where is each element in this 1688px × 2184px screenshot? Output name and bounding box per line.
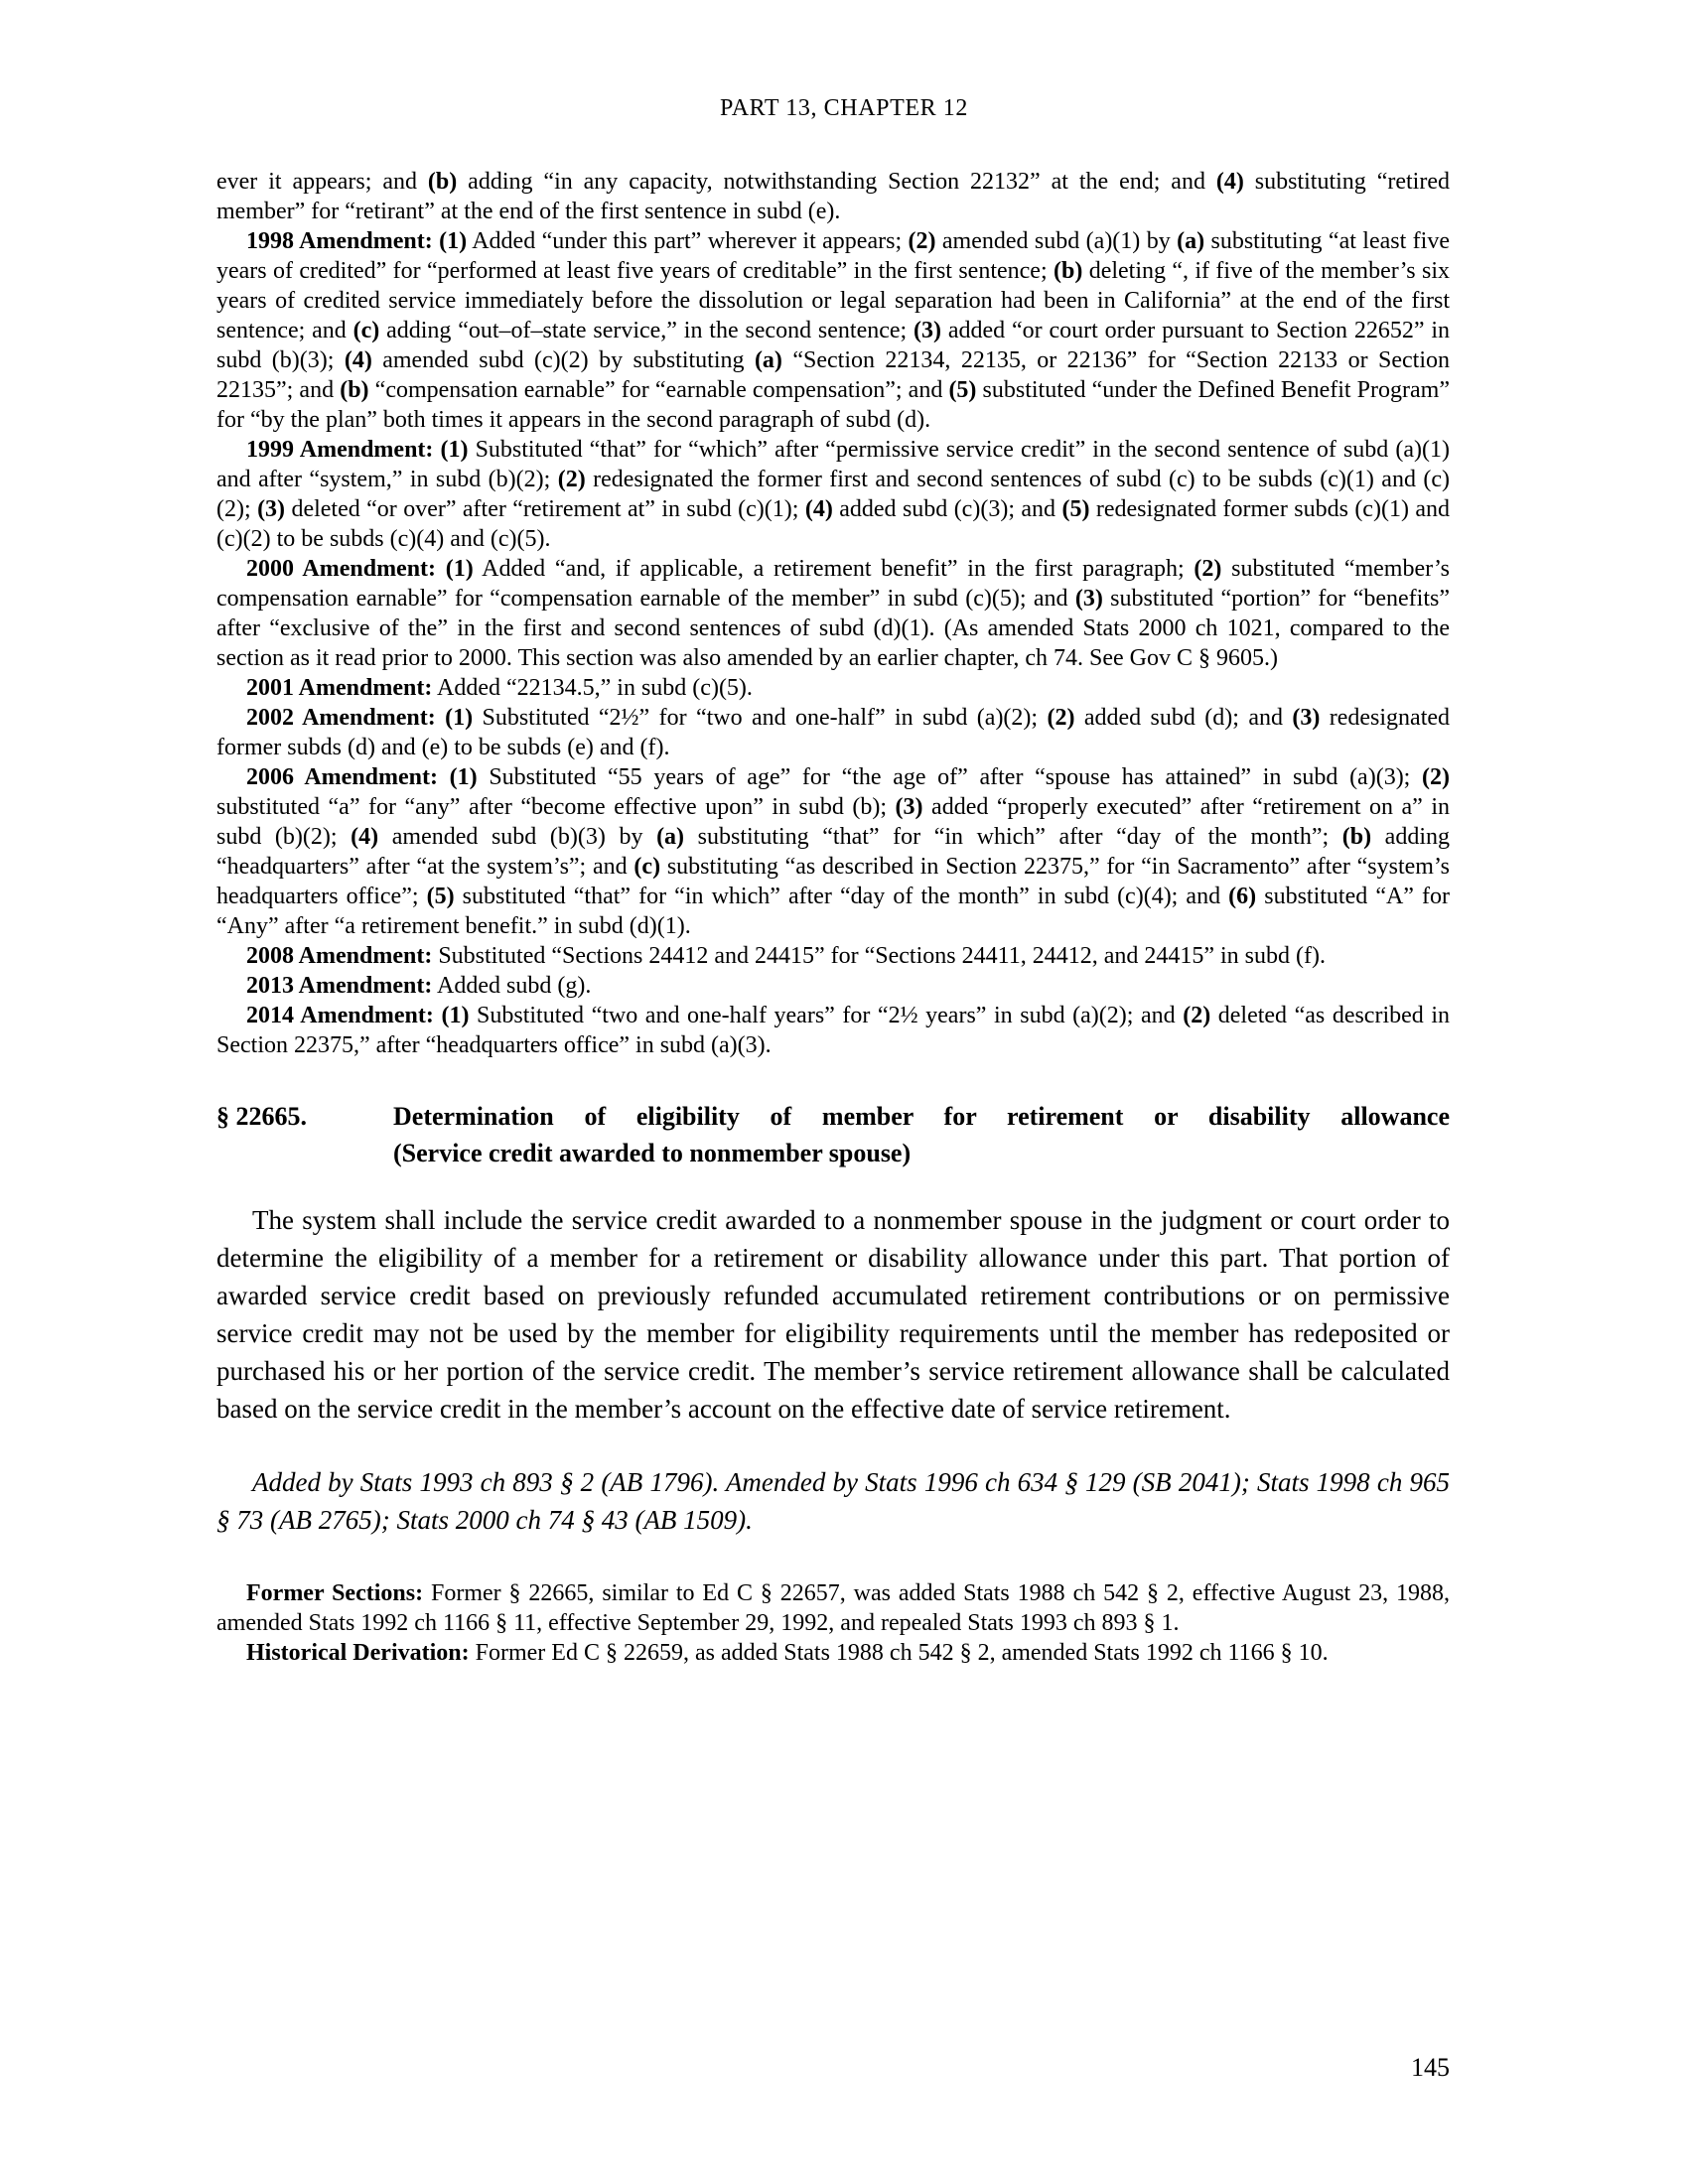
- amendment-1998: [216, 226, 1450, 435]
- text-segment: 2013 Amendment:: [246, 973, 433, 999]
- amendment-2008: [216, 941, 1450, 971]
- text-segment: (3): [914, 318, 942, 343]
- text-segment: adding “in any capacity, notwithstanding Section 22132” at the end; and: [457, 169, 1216, 195]
- text-segment: (2): [1183, 1003, 1211, 1028]
- amendment-2001: [216, 673, 1450, 703]
- former-sections-notes: [216, 1578, 1450, 1668]
- text-segment: (b): [427, 169, 458, 195]
- text-segment: Former Ed C § 22659, as added Stats 1988 ch 542 § 2, amended Stats 1992 ch 1166 § 10.: [469, 1640, 1329, 1666]
- text-segment: (2): [1422, 764, 1451, 790]
- text-segment: Added “22134.5,” in subd (c)(5).: [432, 675, 753, 701]
- text-segment: (3): [1074, 586, 1103, 612]
- text-segment: deleted “as described in Section 22375,” after “headquarters office” in subd (a)(3).: [216, 1003, 1451, 1058]
- amendment-2000: [216, 554, 1450, 673]
- text-segment: Substituted “that” for “which” after “permissive service credit” in the second sentence of subd (a)(1) and after “system,” in subd (b)(2);: [216, 437, 1451, 492]
- text-segment: substituted “that” for “in which” after “day of the month” in subd (c)(4); and: [454, 884, 1229, 909]
- text-segment: (5): [426, 884, 455, 909]
- text-segment: (b): [340, 377, 369, 403]
- text-segment: 2008 Amendment:: [246, 943, 433, 969]
- amendment-2014: [216, 1001, 1450, 1060]
- text-segment: deleted “or over” after “retirement at” in subd (c)(1);: [285, 496, 805, 522]
- text-segment: redesignated former subds (c)(1) and (c)(2) to be subds (c)(4) and (c)(5).: [216, 496, 1450, 552]
- text-segment: substituted “portion” for “benefits” after “exclusive of the” in the first and second sentences of subd (d)(1). (As amended Stats 2000 ch 1021, compared to the section as it read prior to 2000. This section was also amended by an earlier chapter, ch 74. See Gov C § 9605.): [216, 586, 1450, 671]
- amendment-1999: [216, 435, 1450, 554]
- text-segment: 2001 Amendment:: [246, 675, 433, 701]
- text-segment: (2): [908, 228, 936, 254]
- text-segment: substituting “at least five years of credited” for “performed at least five years of creditable” in the first sentence;: [216, 228, 1450, 284]
- text-segment: adding “headquarters” after “at the system’s”; and: [216, 824, 1450, 880]
- text-segment: (2): [1194, 556, 1222, 582]
- amendment-2002: [216, 703, 1450, 762]
- text-segment: amended subd (b)(3) by: [378, 824, 657, 850]
- text-segment: 2000 Amendment: (1): [246, 556, 474, 582]
- text-segment: (2): [1047, 705, 1075, 731]
- text-segment: 2002 Amendment: (1): [246, 705, 474, 731]
- text-segment: (6): [1228, 884, 1257, 909]
- text-segment: added “or court order pursuant to Section 22652” in subd (b)(3);: [216, 318, 1451, 373]
- text-segment: (c): [633, 854, 661, 880]
- text-segment: (4): [1215, 169, 1244, 195]
- text-segment: Substituted “Sections 24412 and 24415” for “Sections 24411, 24412, and 24415” in subd (f).: [432, 943, 1326, 969]
- text-segment: Former Sections:: [246, 1580, 424, 1606]
- historical-derivation-note: [216, 1638, 1450, 1668]
- text-segment: Added “and, if applicable, a retirement benefit” in the first paragraph;: [473, 556, 1195, 582]
- text-segment: substituting “retired member” for “retirant” at the end of the first sentence in subd (e).: [216, 169, 1450, 224]
- text-segment: adding “out–of–state service,” in the second sentence;: [379, 318, 914, 343]
- text-segment: added subd (d); and: [1074, 705, 1293, 731]
- text-segment: deleting “, if five of the member’s six years of credited service immediately before the dissolution or legal separation had been in California” at the end of the first sentence; and: [216, 258, 1450, 343]
- text-segment: added “properly executed” after “retirement on a” in subd (b)(2);: [216, 794, 1450, 850]
- text-segment: substituted “a” for “any” after “become effective upon” in subd (b);: [216, 794, 896, 820]
- text-segment: Substituted “55 years of age” for “the age of” after “spouse has attained” in subd (a)(3);: [477, 764, 1423, 790]
- section-title-line2: (Service credit awarded to nonmember spouse): [393, 1139, 912, 1167]
- text-segment: 2014 Amendment: (1): [246, 1003, 470, 1028]
- text-segment: redesignated former subds (d) and (e) to be subds (e) and (f).: [216, 705, 1451, 760]
- text-segment: amended subd (c)(2) by substituting: [371, 347, 755, 373]
- text-segment: “Section 22134, 22135, or 22136” for “Section 22133 or Section 22135”; and: [216, 347, 1451, 403]
- text-segment: substituted “member’s compensation earnable” for “compensation earnable of the member” in subd (c)(5); and: [216, 556, 1451, 612]
- text-segment: substituted “under the Defined Benefit Program” for “by the plan” both times it appears in the second paragraph of subd (d).: [216, 377, 1450, 433]
- section-heading: [216, 1098, 1450, 1171]
- running-head: PART 13, CHAPTER 12: [719, 95, 969, 121]
- text-segment: Added subd (g).: [432, 973, 592, 999]
- amendment-2006: [216, 762, 1450, 941]
- text-segment: ever it appears; and: [216, 169, 428, 195]
- text-segment: substituting “that” for “in which” after “day of the month”;: [684, 824, 1342, 850]
- text-segment: (a): [1177, 228, 1205, 254]
- text-segment: 1999 Amendment: (1): [246, 437, 469, 463]
- text-segment: Historical Derivation:: [246, 1640, 470, 1666]
- text-segment: (2): [557, 467, 586, 492]
- section-title-line1: Determination of eligibility of member for retirement or disability allowance: [393, 1102, 1450, 1131]
- text-segment: (5): [948, 377, 977, 403]
- text-segment: (a): [754, 347, 782, 373]
- text-segment: (c): [352, 318, 380, 343]
- text-segment: redesignated the former first and second sentences of subd (c) to be subds (c)(1) and (c)(2);: [216, 467, 1451, 522]
- text-segment: substituted “A” for “Any” after “a retirement benefit.” in subd (d)(1).: [216, 884, 1451, 939]
- text-segment: 2006 Amendment: (1): [246, 764, 478, 790]
- text-segment: 1998 Amendment: (1): [246, 228, 468, 254]
- section-number: § 22665.: [216, 1102, 307, 1131]
- text-segment: (b): [1341, 824, 1372, 850]
- continuation-paragraph: [216, 167, 1450, 226]
- amendment-notes: [216, 167, 1450, 1060]
- text-segment: Substituted “2½” for “two and one-half” in subd (a)(2);: [473, 705, 1048, 731]
- text-segment: (3): [257, 496, 286, 522]
- text-segment: Former § 22665, similar to Ed C § 22657, was added Stats 1988 ch 542 § 2, effective August 23, 1988, amended Stats 1992 ch 1166 § 11, effective September 29, 1992, and repealed Stats 1993 ch 893 § 1.: [216, 1580, 1450, 1636]
- text-segment: “compensation earnable” for “earnable compensation”; and: [368, 377, 949, 403]
- text-segment: amended subd (a)(1) by: [935, 228, 1178, 254]
- page-number: 145: [1411, 2053, 1450, 2082]
- legislative-history-note: Added by Stats 1993 ch 893 § 2 (AB 1796). Amended by Stats 1996 ch 634 § 129 (SB 2041); Stats 1998 ch 965 § 73 (AB 2765); Stats 2000 ch 74 § 43 (AB 1509).: [216, 1467, 1450, 1535]
- text-segment: substituting “as described in Section 22375,” for “in Sacramento” after “system’s headquarters office”;: [216, 854, 1450, 909]
- text-segment: (4): [804, 496, 833, 522]
- text-segment: (a): [656, 824, 685, 850]
- text-segment: (b): [1053, 258, 1083, 284]
- text-segment: (3): [895, 794, 923, 820]
- text-segment: (5): [1061, 496, 1090, 522]
- text-segment: (3): [1292, 705, 1321, 731]
- text-segment: (4): [351, 824, 379, 850]
- text-segment: (4): [344, 347, 372, 373]
- amendment-2013: [216, 971, 1450, 1001]
- statute-text: The system shall include the service credit awarded to a nonmember spouse in the judgment or court order to determine the eligibility of a member for a retirement or disability allowance under this part. That portion of awarded service credit based on previously refunded accumulated retirement contributions or on permissive service credit may not be used by the member for eligibility requirements until the member has redeposited or purchased his or her portion of the service credit. The member’s service retirement allowance shall be calculated based on the service credit in the member’s account on the effective date of service retirement.: [216, 1205, 1450, 1424]
- former-sections-note: [216, 1578, 1450, 1638]
- page-content: [216, 167, 1450, 1668]
- text-segment: Added “under this part” wherever it appears;: [467, 228, 909, 254]
- text-segment: Substituted “two and one-half years” for “2½ years” in subd (a)(2); and: [469, 1003, 1184, 1028]
- text-segment: added subd (c)(3); and: [832, 496, 1062, 522]
